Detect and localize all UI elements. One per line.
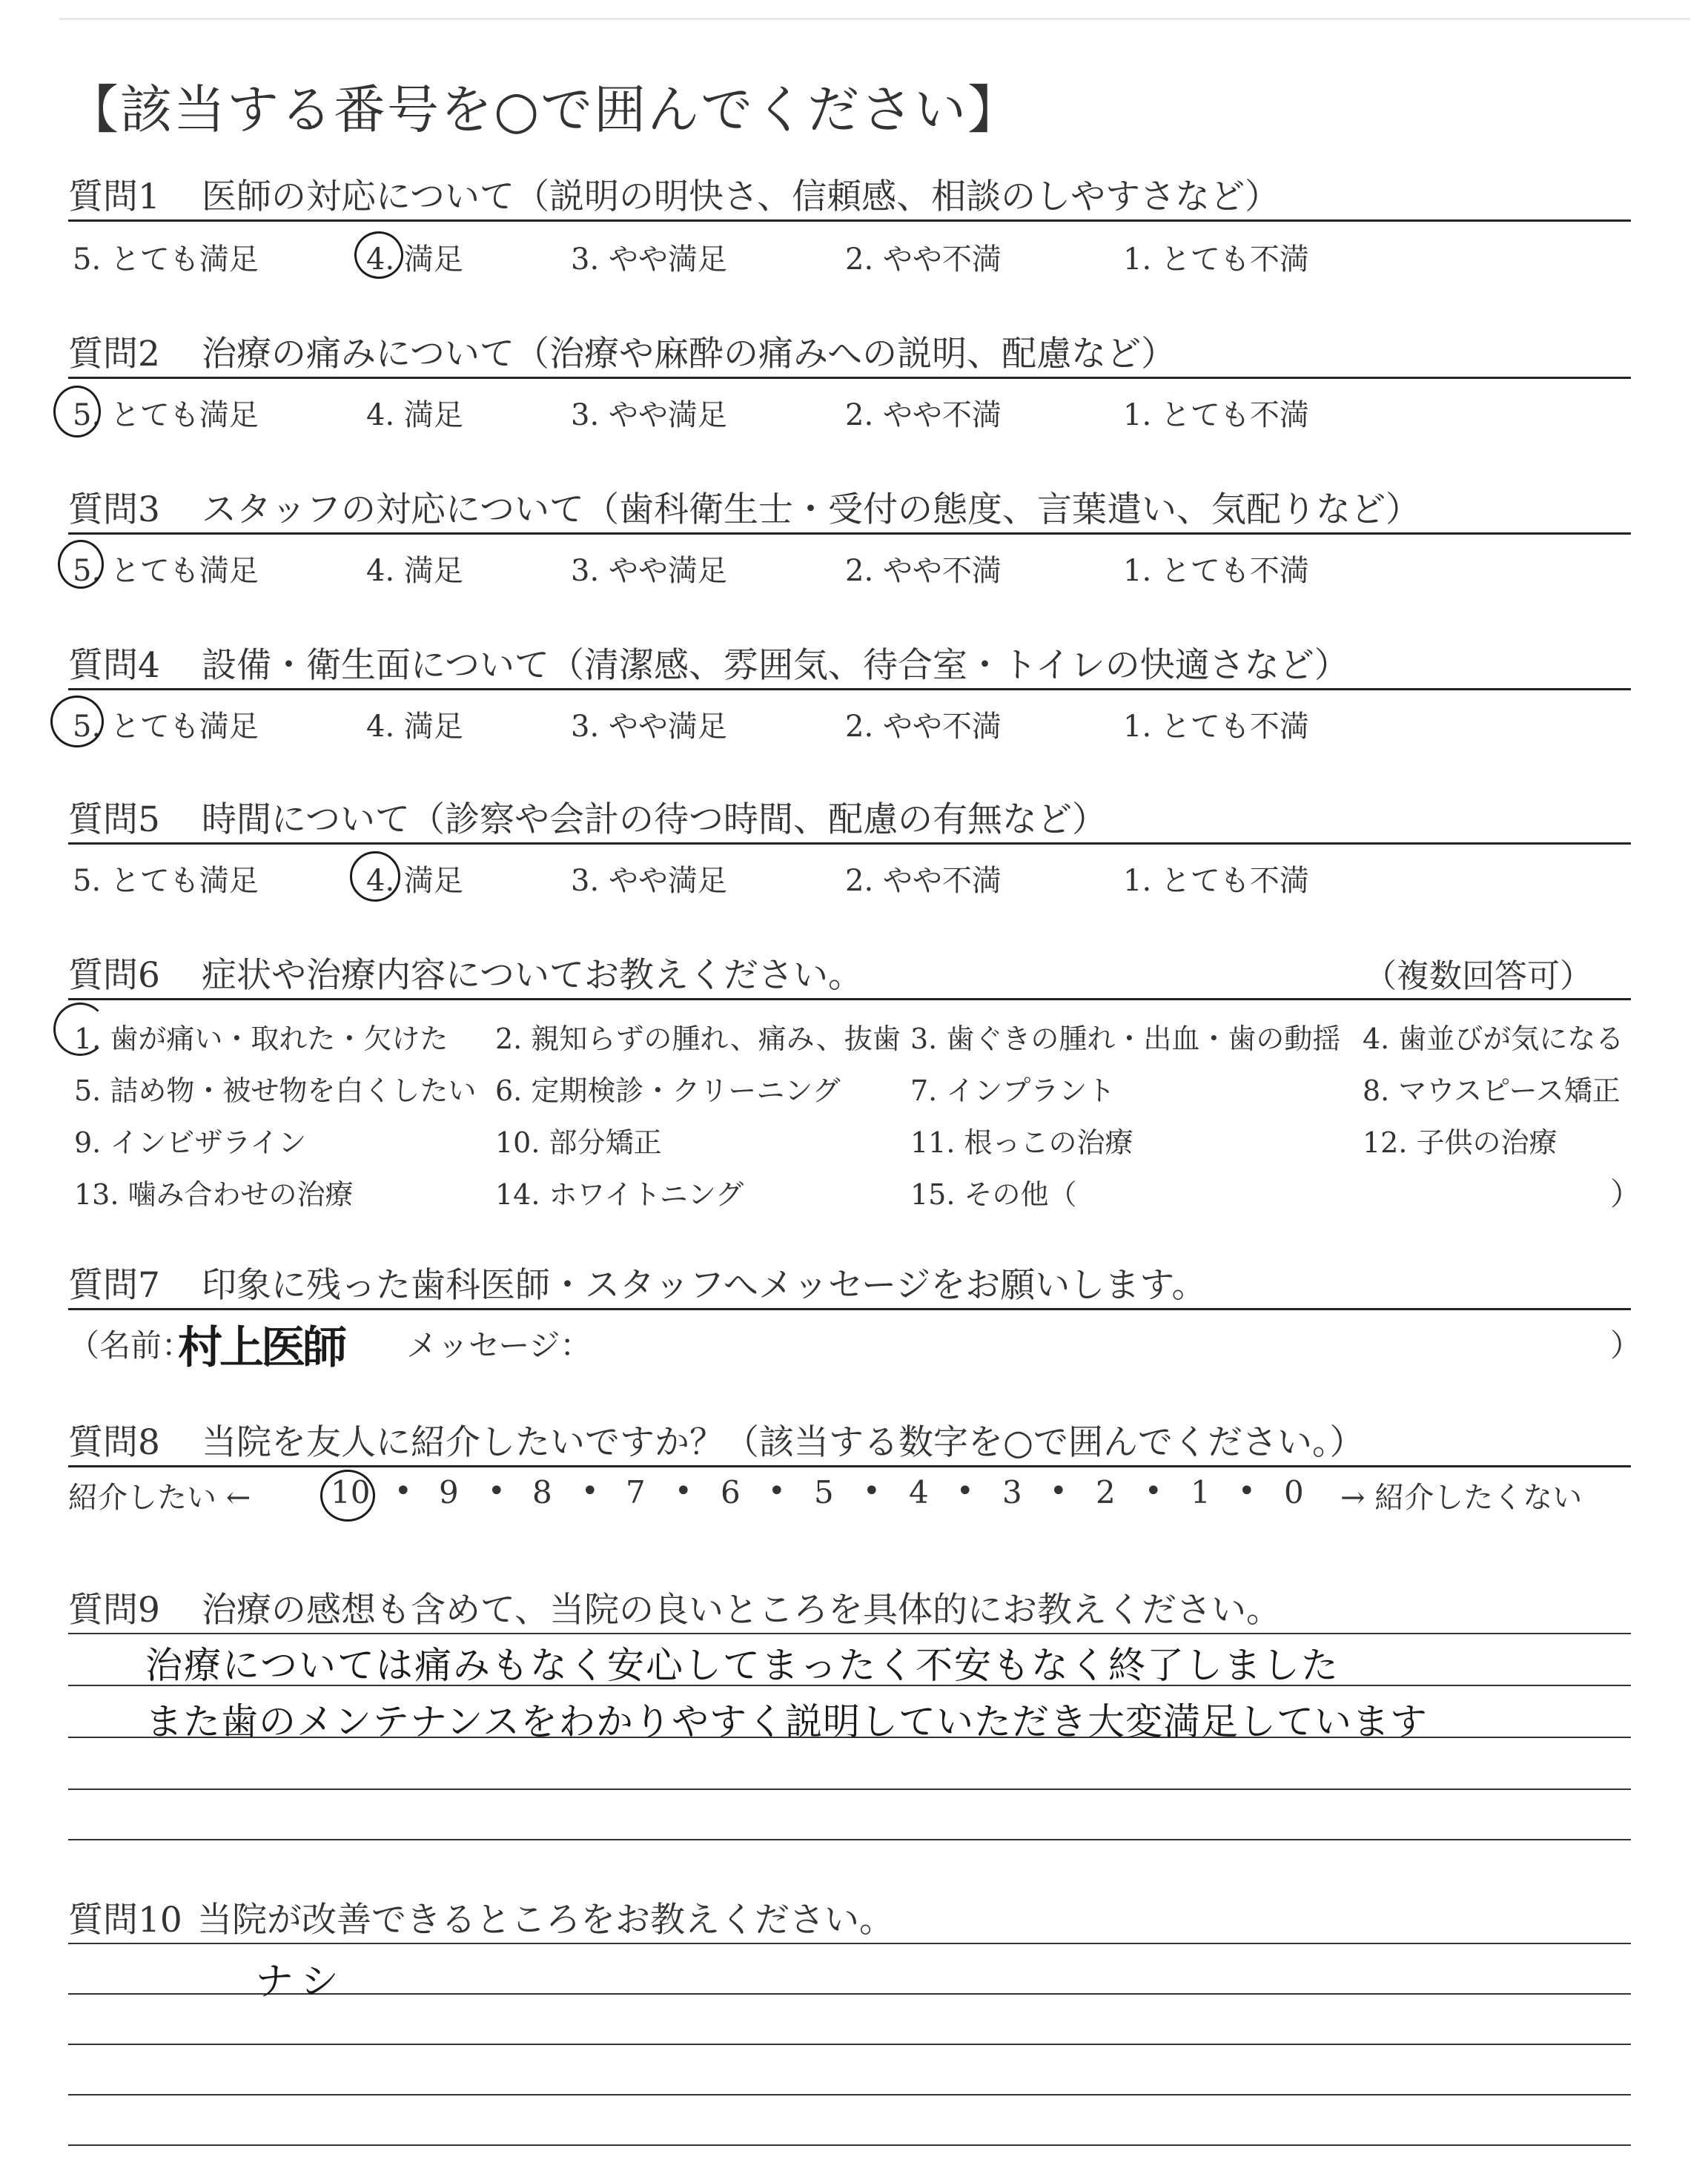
page-title: 【該当する番号を○で囲んでください】: [67, 79, 1022, 140]
question-6: [68, 948, 863, 997]
scale-separator: •: [1050, 1474, 1068, 1508]
question-2: [68, 326, 1176, 376]
symptom-option-7[interactable]: 7. インプラント: [910, 1074, 1116, 1107]
scale-10[interactable]: 10: [331, 1474, 371, 1510]
handwritten-answer-line-1: 治療については痛みもなく安心してまったく不安もなく終了しました: [145, 1644, 1340, 1687]
question-number: 質問7: [68, 1265, 160, 1306]
question-number: 質問3: [68, 489, 160, 530]
question-4: [68, 638, 1349, 687]
rating-option-1[interactable]: 1. とても不満: [1123, 710, 1309, 744]
rating-option-2[interactable]: 2. やや不満: [845, 242, 1002, 277]
symptom-option-1[interactable]: 1. 歯が痛い・取れた・欠けた: [74, 1023, 448, 1055]
question-text: スタッフの対応について（歯科衛生士・受付の態度、言葉遣い、気配りなど）: [202, 489, 1421, 530]
divider: [68, 532, 1631, 535]
question-text: 時間について（診察や会計の待つ時間、配慮の有無など）: [202, 799, 1108, 840]
answer-line: [68, 1839, 1631, 1840]
scale-separator: •: [488, 1474, 506, 1508]
message-label: メッセージ：: [406, 1327, 592, 1364]
question-text: 治療の感想も含めて、当院の良いところを具体的にお教えください。: [202, 1590, 1282, 1631]
symptom-option-2[interactable]: 2. 親知らずの腫れ、痛み、抜歯: [495, 1023, 901, 1055]
answer-line: [68, 2094, 1631, 2095]
scale-9[interactable]: 9: [439, 1474, 459, 1510]
question-number: 質問1: [68, 176, 160, 217]
scale-0[interactable]: 0: [1284, 1474, 1304, 1510]
hand-drawn-circle: [350, 851, 400, 902]
answer-line: [68, 2044, 1631, 2045]
rating-option-3[interactable]: 3. やや満足: [571, 864, 727, 898]
rating-option-3[interactable]: 3. やや満足: [571, 710, 727, 744]
question-7: [68, 1258, 1206, 1307]
question-number: 質問6: [68, 955, 160, 996]
scale-separator: •: [675, 1474, 692, 1508]
question-text: 治療の痛みについて（治療や麻酔の痛みへの説明、配慮など）: [202, 334, 1176, 374]
question-number: 質問5: [68, 799, 160, 840]
symptom-option-10[interactable]: 10. 部分矯正: [495, 1126, 662, 1159]
scale-separator: •: [768, 1474, 786, 1508]
name-label: （名前：: [68, 1327, 193, 1364]
answer-line: [68, 2144, 1631, 2146]
hand-drawn-circle: [50, 696, 104, 747]
rating-option-3[interactable]: 3. やや満足: [571, 242, 727, 277]
symptom-option-9[interactable]: 9. インビザライン: [74, 1126, 307, 1159]
symptom-option-11[interactable]: 11. 根っこの治療: [910, 1126, 1133, 1159]
scale-2[interactable]: 2: [1096, 1474, 1116, 1510]
scale-3[interactable]: 3: [1002, 1474, 1022, 1510]
scale-separator: •: [394, 1474, 412, 1508]
recommend-left-label: 紹介したい ←: [68, 1481, 251, 1515]
other-close-paren: ）: [1610, 1176, 1642, 1212]
multiple-answers-note: （複数回答可）: [1364, 957, 1592, 995]
rating-option-4[interactable]: 4. 満足: [366, 398, 463, 432]
hand-drawn-circle: [58, 540, 104, 589]
symptom-option-8[interactable]: 8. マウスピース矯正: [1363, 1074, 1621, 1107]
divider: [68, 1308, 1631, 1310]
question-number: 質問4: [68, 645, 160, 686]
hand-drawn-circle: [354, 231, 403, 279]
answer-line: [68, 1789, 1631, 1790]
rating-option-5[interactable]: 5. とても満足: [73, 710, 259, 744]
symptom-option-4[interactable]: 4. 歯並びが気になる: [1363, 1023, 1624, 1055]
handwritten-answer-line-2: また歯のメンテナンスをわかりやすく説明していただき大変満足しています: [145, 1700, 1428, 1743]
scale-separator: •: [581, 1474, 599, 1508]
rating-option-2[interactable]: 2. やや不満: [845, 864, 1002, 898]
question-number: 質問2: [68, 334, 160, 374]
symptom-option-12[interactable]: 12. 子供の治療: [1363, 1126, 1558, 1159]
divider: [68, 377, 1631, 379]
divider: [68, 998, 1631, 1000]
question-10: [68, 1892, 894, 1942]
question-text: 当院を友人に紹介したいですか？（該当する数字を○で囲んでください。）: [202, 1422, 1365, 1463]
scale-6[interactable]: 6: [721, 1474, 741, 1510]
rating-option-4[interactable]: 4. 満足: [366, 242, 463, 277]
handwritten-name: 村上医師: [178, 1322, 344, 1374]
rating-option-5[interactable]: 5. とても満足: [73, 398, 259, 432]
rating-option-5[interactable]: 5. とても満足: [73, 242, 259, 277]
scale-separator: •: [1238, 1474, 1256, 1508]
question-text: 当院が改善できるところをお教えください。: [197, 1900, 894, 1941]
hand-drawn-circle: [320, 1470, 375, 1522]
symptom-option-14[interactable]: 14. ホワイトニング: [495, 1178, 744, 1211]
question-1: [68, 169, 1280, 219]
question-text: 症状や治療内容についてお教えください。: [202, 955, 864, 996]
rating-option-2[interactable]: 2. やや不満: [845, 554, 1002, 588]
recommend-right-label: → 紹介したくない: [1340, 1481, 1583, 1515]
question-number: 質問9: [68, 1590, 160, 1631]
rating-option-3[interactable]: 3. やや満足: [571, 398, 727, 432]
question-text: 医師の対応について（説明の明快さ、信頼感、相談のしやすさなど）: [202, 176, 1280, 217]
rating-option-4[interactable]: 4. 満足: [366, 554, 463, 588]
symptom-option-13[interactable]: 13. 噛み合わせの治療: [74, 1178, 354, 1211]
scale-separator: •: [1145, 1474, 1162, 1508]
question-text: 印象に残った歯科医師・スタッフへメッセージをお願いします。: [202, 1265, 1207, 1306]
handwritten-answer: ナシ: [255, 1960, 346, 2004]
rating-option-5[interactable]: 5. とても満足: [73, 864, 259, 898]
scale-1[interactable]: 1: [1191, 1474, 1211, 1510]
question-3: [68, 482, 1420, 532]
divider: [68, 688, 1631, 690]
answer-line: [68, 1943, 1631, 1944]
question-5: [68, 792, 1107, 842]
symptom-option-6[interactable]: 6. 定期検診・クリーニング: [495, 1074, 841, 1107]
rating-option-4[interactable]: 4. 満足: [366, 710, 463, 744]
rating-option-1[interactable]: 1. とても不満: [1123, 242, 1309, 277]
divider: [68, 1465, 1631, 1467]
question-text: 設備・衛生面について（清潔感、雰囲気、待合室・トイレの快適さなど）: [202, 645, 1349, 686]
symptom-option-5[interactable]: 5. 詰め物・被せ物を白くしたい: [74, 1074, 477, 1107]
scale-8[interactable]: 8: [532, 1474, 552, 1510]
hand-drawn-circle: [53, 1003, 107, 1056]
divider: [68, 219, 1631, 222]
rating-option-1[interactable]: 1. とても不満: [1123, 398, 1309, 432]
question-number: 質問8: [68, 1422, 160, 1463]
scale-separator: •: [863, 1474, 881, 1508]
question-9: [68, 1582, 1281, 1632]
rating-option-5[interactable]: 5. とても満足: [73, 554, 259, 588]
divider: [68, 842, 1631, 845]
scan-edge: [59, 18, 1690, 20]
symptom-option-3[interactable]: 3. 歯ぐきの腫れ・出血・歯の動揺: [910, 1023, 1341, 1055]
rating-option-1[interactable]: 1. とても不満: [1123, 554, 1309, 588]
rating-option-3[interactable]: 3. やや満足: [571, 554, 727, 588]
scale-separator: •: [956, 1474, 974, 1508]
answer-line: [68, 1633, 1631, 1634]
scale-5[interactable]: 5: [814, 1474, 834, 1510]
symptom-option-15[interactable]: 15. その他（: [910, 1178, 1077, 1211]
message-close-paren: ）: [1610, 1327, 1642, 1364]
rating-option-4[interactable]: 4. 満足: [366, 864, 463, 898]
scale-4[interactable]: 4: [909, 1474, 929, 1510]
hand-drawn-circle: [53, 386, 101, 437]
scale-7[interactable]: 7: [626, 1474, 646, 1510]
rating-option-2[interactable]: 2. やや不満: [845, 398, 1002, 432]
rating-option-1[interactable]: 1. とても不満: [1123, 864, 1309, 898]
question-8: [68, 1415, 1365, 1464]
question-number: 質問10: [68, 1900, 182, 1941]
rating-option-2[interactable]: 2. やや不満: [845, 710, 1002, 744]
